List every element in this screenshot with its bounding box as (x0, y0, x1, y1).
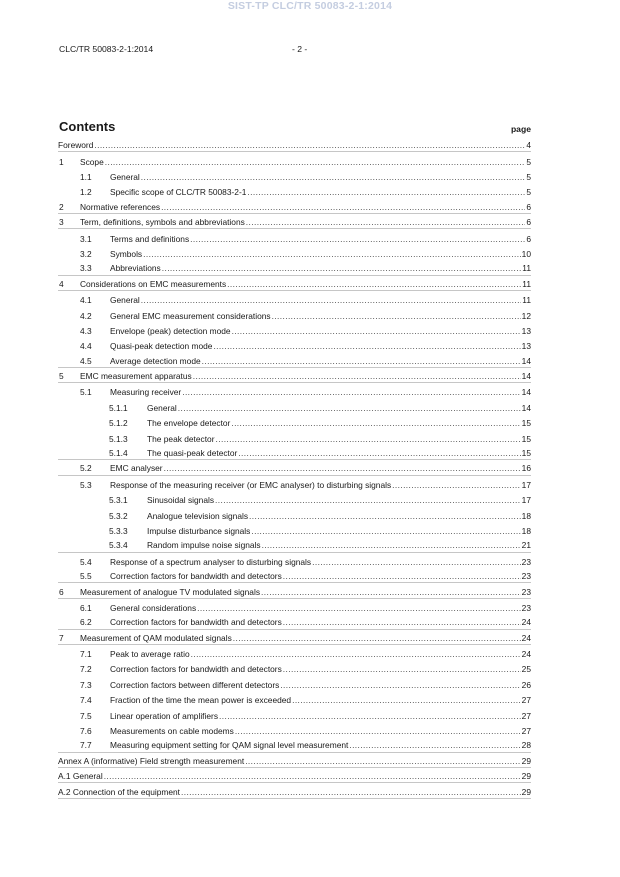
toc-entry-page: 5 (526, 187, 531, 198)
toc-entry-title[interactable]: Abbreviations (110, 263, 161, 274)
toc-entry[interactable] (58, 337, 531, 352)
toc-entry-title[interactable]: Sinusoidal signals (147, 495, 215, 506)
toc-entry-title[interactable]: EMC analyser (110, 463, 163, 474)
toc-entry-page: 25 (521, 664, 531, 675)
toc-entry-title[interactable]: Analogue television signals (147, 510, 249, 521)
toc-entry[interactable] (58, 522, 531, 537)
toc-entry-page: 23 (521, 571, 531, 582)
toc-entry-page: 18 (521, 510, 531, 521)
toc-entry[interactable] (58, 306, 531, 321)
toc-entry-title[interactable]: Scope (80, 156, 104, 167)
toc-entry-page: 27 (521, 710, 531, 721)
toc-entry[interactable] (58, 429, 531, 444)
toc-dot-leader (249, 511, 521, 521)
toc-entry-page: 13 (521, 325, 531, 336)
toc-entry-page: 6 (526, 217, 531, 228)
toc-entry-title[interactable]: Terms and definitions (110, 233, 190, 244)
toc-entry[interactable] (58, 168, 531, 183)
toc-entry[interactable] (58, 476, 531, 491)
toc-entry-page: 13 (521, 341, 531, 352)
toc-dot-leader (216, 434, 521, 444)
toc-entry-number: 5.1.1 (109, 402, 128, 413)
toc-entry-page: 5 (526, 156, 531, 167)
toc-entry[interactable] (58, 152, 531, 167)
toc-entry[interactable] (58, 414, 531, 429)
toc-entry-page: 23 (521, 602, 531, 613)
toc-dot-leader (246, 217, 526, 227)
toc-entry-number: 7.6 (80, 726, 92, 737)
toc-entry-title[interactable]: Symbols (110, 248, 143, 259)
toc-entry[interactable] (58, 460, 531, 475)
toc-entry-title[interactable]: Response of the measuring receiver (or EMC analyser) to disturbing signals (110, 479, 392, 490)
toc-entry-page: 29 (521, 755, 531, 766)
toc-dot-leader (312, 557, 521, 567)
toc-dot-leader (141, 172, 526, 182)
toc-entry[interactable] (58, 583, 531, 598)
toc-entry-title[interactable]: Correction factors for bandwidth and detectors (110, 617, 282, 628)
toc-entry[interactable] (58, 214, 531, 229)
toc-dot-leader (247, 187, 525, 197)
toc-dot-leader (143, 249, 521, 259)
toc-entry-page: 14 (521, 402, 531, 413)
toc-entry-page: 15 (521, 418, 531, 429)
toc-entry-number: 5.1 (80, 387, 92, 398)
toc-entry-number: 7.4 (80, 695, 92, 706)
toc-entry-page: 21 (521, 540, 531, 551)
toc-entry-title[interactable]: Foreword (58, 140, 94, 151)
toc-entry-title[interactable]: Linear operation of amplifiers (110, 710, 219, 721)
toc-dot-leader (181, 787, 521, 797)
toc-entry-page: 18 (521, 525, 531, 536)
toc-entry[interactable] (58, 737, 531, 752)
toc-entry[interactable] (58, 553, 531, 568)
toc-entry-title[interactable]: General (110, 295, 140, 306)
toc-entry[interactable] (58, 445, 531, 460)
toc-entry-title[interactable]: Measuring receiver (110, 387, 182, 398)
toc-entry-number: 4.5 (80, 355, 92, 366)
toc-entry[interactable] (58, 676, 531, 691)
toc-dot-leader (219, 711, 521, 721)
toc-entry[interactable] (58, 368, 531, 383)
toc-entry[interactable] (58, 245, 531, 260)
toc-entry-page: 10 (521, 248, 531, 259)
toc-entry-page: 17 (521, 495, 531, 506)
toc-entry-number: 3.2 (80, 248, 92, 259)
toc-entry[interactable] (58, 399, 531, 414)
toc-dot-leader (202, 356, 521, 366)
toc-entry-title[interactable]: General EMC measurement considerations (110, 310, 271, 321)
toc-entry-number: 1.2 (80, 187, 92, 198)
toc-entry-number: 1 (59, 156, 64, 167)
toc-entry-number: 7.3 (80, 679, 92, 690)
toc-entry-title[interactable]: EMC measurement apparatus (80, 371, 192, 382)
toc-entry[interactable] (58, 229, 531, 244)
toc-entry-number: 3.3 (80, 263, 92, 274)
toc-entry-page: 24 (521, 617, 531, 628)
contents-title: Contents (59, 119, 116, 134)
toc-dot-leader (349, 740, 520, 750)
toc-entry-number: 5.1.2 (109, 418, 128, 429)
toc-dot-leader (272, 311, 521, 321)
toc-entry[interactable] (58, 722, 531, 737)
toc-entry-title[interactable]: Considerations on EMC measurements (80, 278, 227, 289)
toc-entry-title[interactable]: Measurement of QAM modulated signals (80, 632, 232, 643)
toc-entry-page: 11 (522, 295, 531, 306)
toc-entry-page: 29 (521, 786, 531, 797)
toc-entry-number: 5.3.3 (109, 525, 128, 536)
header-standard-id: CLC/TR 50083-2-1:2014 (59, 44, 154, 54)
toc-entry[interactable] (58, 383, 531, 398)
toc-entry-page: 14 (521, 355, 531, 366)
toc-entry-page: 23 (521, 556, 531, 567)
toc-entry[interactable] (58, 276, 531, 291)
toc-entry-number: 7.1 (80, 649, 92, 660)
toc-dot-leader (283, 664, 521, 674)
toc-entry[interactable] (58, 753, 531, 768)
toc-entry-number: 4 (59, 278, 64, 289)
toc-dot-leader (191, 649, 521, 659)
toc-entry[interactable] (58, 260, 531, 275)
toc-dot-leader (164, 463, 521, 473)
toc-entry-number: 7 (59, 632, 64, 643)
watermark: SIST-TP CLC/TR 50083-2-1:2014 (227, 0, 393, 12)
toc-entry-number: 5.4 (80, 556, 92, 567)
toc-entry-page: 29 (521, 771, 531, 782)
toc-dot-leader (261, 587, 521, 597)
toc-entry-number: 5 (59, 371, 64, 382)
header-page-number: - 2 - (292, 44, 308, 54)
toc-entry-title[interactable]: Annex A (informative) Field strength measurement (58, 755, 245, 766)
toc-entry-page: 17 (521, 479, 531, 490)
toc-entry-title[interactable]: Response of a spectrum analyser to disturbing signals (110, 556, 312, 567)
toc-dot-leader (231, 418, 520, 428)
toc-entry-title[interactable]: General (147, 402, 177, 413)
toc-entry-title[interactable]: Correction factors for bandwidth and detectors (110, 664, 282, 675)
toc-entry-number: 2 (59, 201, 64, 212)
toc-entry-title[interactable]: General (110, 171, 140, 182)
table-of-contents (58, 137, 531, 799)
toc-entry-title[interactable]: A.2 Connection of the equipment (58, 786, 180, 797)
toc-entry-page: 11 (522, 278, 531, 289)
toc-entry-page: 23 (521, 586, 531, 597)
toc-entry-title[interactable]: The peak detector (147, 433, 215, 444)
toc-entry-number: 5.3 (80, 479, 92, 490)
toc-entry-page: 26 (521, 679, 531, 690)
toc-dot-leader (283, 617, 521, 627)
toc-entry-page: 11 (522, 263, 531, 274)
toc-entry-number: 7.7 (80, 740, 92, 751)
toc-entry-page: 15 (521, 433, 531, 444)
toc-entry-number: 3.1 (80, 233, 92, 244)
toc-dot-leader (233, 633, 521, 643)
toc-entry[interactable] (58, 537, 531, 552)
toc-entry-title[interactable]: Impulse disturbance signals (147, 525, 251, 536)
toc-entry[interactable] (58, 768, 531, 783)
toc-dot-leader (238, 448, 520, 458)
toc-dot-leader (232, 326, 521, 336)
toc-dot-leader (245, 756, 520, 766)
toc-dot-leader (235, 726, 521, 736)
toc-entry-number: 4.4 (80, 341, 92, 352)
toc-entry[interactable] (58, 199, 531, 214)
toc-entry[interactable] (58, 706, 531, 721)
toc-entry[interactable] (58, 645, 531, 660)
toc-dot-leader (190, 234, 525, 244)
toc-entry-title[interactable]: Peak to average ratio (110, 649, 190, 660)
toc-dot-leader (213, 341, 520, 351)
toc-entry-number: 6.2 (80, 617, 92, 628)
toc-entry-page: 24 (521, 649, 531, 660)
toc-dot-leader (251, 526, 520, 536)
toc-entry[interactable] (58, 183, 531, 198)
toc-entry-title[interactable]: A.1 General (58, 771, 103, 782)
toc-entry[interactable] (58, 783, 531, 798)
toc-entry[interactable] (58, 630, 531, 645)
toc-entry-title[interactable]: Term, definitions, symbols and abbreviations (80, 217, 245, 228)
toc-dot-leader (161, 202, 525, 212)
toc-entry[interactable] (58, 137, 531, 152)
toc-entry-page: 6 (526, 201, 531, 212)
toc-entry[interactable] (58, 322, 531, 337)
toc-entry-title[interactable]: Random impulse noise signals (147, 540, 261, 551)
toc-entry-number: 4.2 (80, 310, 92, 321)
toc-entry[interactable] (58, 599, 531, 614)
toc-entry-number: 6 (59, 586, 64, 597)
toc-entry-title[interactable]: Quasi-peak detection mode (110, 341, 213, 352)
toc-entry-number: 1.1 (80, 171, 92, 182)
toc-entry-number: 7.5 (80, 710, 92, 721)
toc-entry-number: 7.2 (80, 664, 92, 675)
toc-entry-title[interactable]: Average detection mode (110, 355, 201, 366)
toc-entry[interactable] (58, 291, 531, 306)
toc-entry-page: 5 (526, 171, 531, 182)
toc-entry-number: 5.3.1 (109, 495, 128, 506)
toc-dot-leader (292, 695, 521, 705)
toc-entry-title[interactable]: Correction factors for bandwidth and detectors (110, 571, 282, 582)
page-column-label: page (510, 124, 531, 134)
toc-entry-page: 4 (526, 140, 531, 151)
toc-entry[interactable] (58, 352, 531, 367)
toc-entry-page: 14 (521, 387, 531, 398)
toc-entry-title[interactable]: Measurements on cable modems (110, 726, 234, 737)
toc-entry-title[interactable]: Correction factors between different detectors (110, 679, 280, 690)
toc-entry-number: 5.1.3 (109, 433, 128, 444)
toc-dot-leader (178, 403, 521, 413)
toc-dot-leader (94, 140, 525, 150)
toc-entry-number: 4.1 (80, 295, 92, 306)
toc-dot-leader (262, 540, 521, 550)
toc-entry[interactable] (58, 491, 531, 506)
toc-entry-title[interactable]: The quasi-peak detector (147, 448, 238, 459)
toc-entry-number: 5.3.4 (109, 540, 128, 551)
toc-entry[interactable] (58, 568, 531, 583)
toc-entry[interactable] (58, 691, 531, 706)
toc-entry-number: 5.5 (80, 571, 92, 582)
toc-entry-number: 4.3 (80, 325, 92, 336)
toc-entry-number: 6.1 (80, 602, 92, 613)
toc-dot-leader (280, 680, 520, 690)
toc-entry-page: 27 (521, 726, 531, 737)
toc-entry-number: 5.1.4 (109, 448, 128, 459)
toc-entry[interactable] (58, 660, 531, 675)
toc-dot-leader (197, 603, 521, 613)
toc-entry[interactable] (58, 506, 531, 521)
toc-entry-title[interactable]: Specific scope of CLC/TR 50083-2-1 (110, 187, 247, 198)
toc-entry-title[interactable]: Measurement of analogue TV modulated signals (80, 586, 261, 597)
toc-entry-number: 5.3.2 (109, 510, 128, 521)
toc-dot-leader (141, 295, 522, 305)
toc-dot-leader (215, 495, 521, 505)
toc-dot-leader (104, 771, 521, 781)
toc-entry[interactable] (58, 614, 531, 629)
toc-entry-title[interactable]: Normative references (80, 201, 161, 212)
toc-entry-page: 24 (521, 632, 531, 643)
toc-entry-page: 15 (521, 448, 531, 459)
toc-dot-leader (105, 157, 526, 167)
toc-dot-leader (283, 571, 521, 581)
toc-dot-leader (162, 263, 522, 273)
toc-dot-leader (193, 371, 521, 381)
toc-entry-title[interactable]: Measuring equipment setting for QAM signal level measurement (110, 740, 349, 751)
toc-entry-title[interactable]: The envelope detector (147, 418, 231, 429)
toc-dot-leader (182, 387, 520, 397)
toc-dot-leader (392, 480, 521, 490)
toc-entry-page: 6 (526, 233, 531, 244)
toc-entry-title[interactable]: Envelope (peak) detection mode (110, 325, 231, 336)
toc-entry-page: 16 (521, 463, 531, 474)
toc-entry-title[interactable]: General considerations (110, 602, 197, 613)
toc-entry-page: 14 (521, 371, 531, 382)
toc-entry-page: 12 (521, 310, 531, 321)
toc-entry-page: 28 (521, 740, 531, 751)
toc-entry-number: 5.2 (80, 463, 92, 474)
toc-entry-page: 27 (521, 695, 531, 706)
toc-entry-number: 3 (59, 217, 64, 228)
toc-dot-leader (227, 279, 521, 289)
toc-entry-title[interactable]: Fraction of the time the mean power is exceeded (110, 695, 292, 706)
